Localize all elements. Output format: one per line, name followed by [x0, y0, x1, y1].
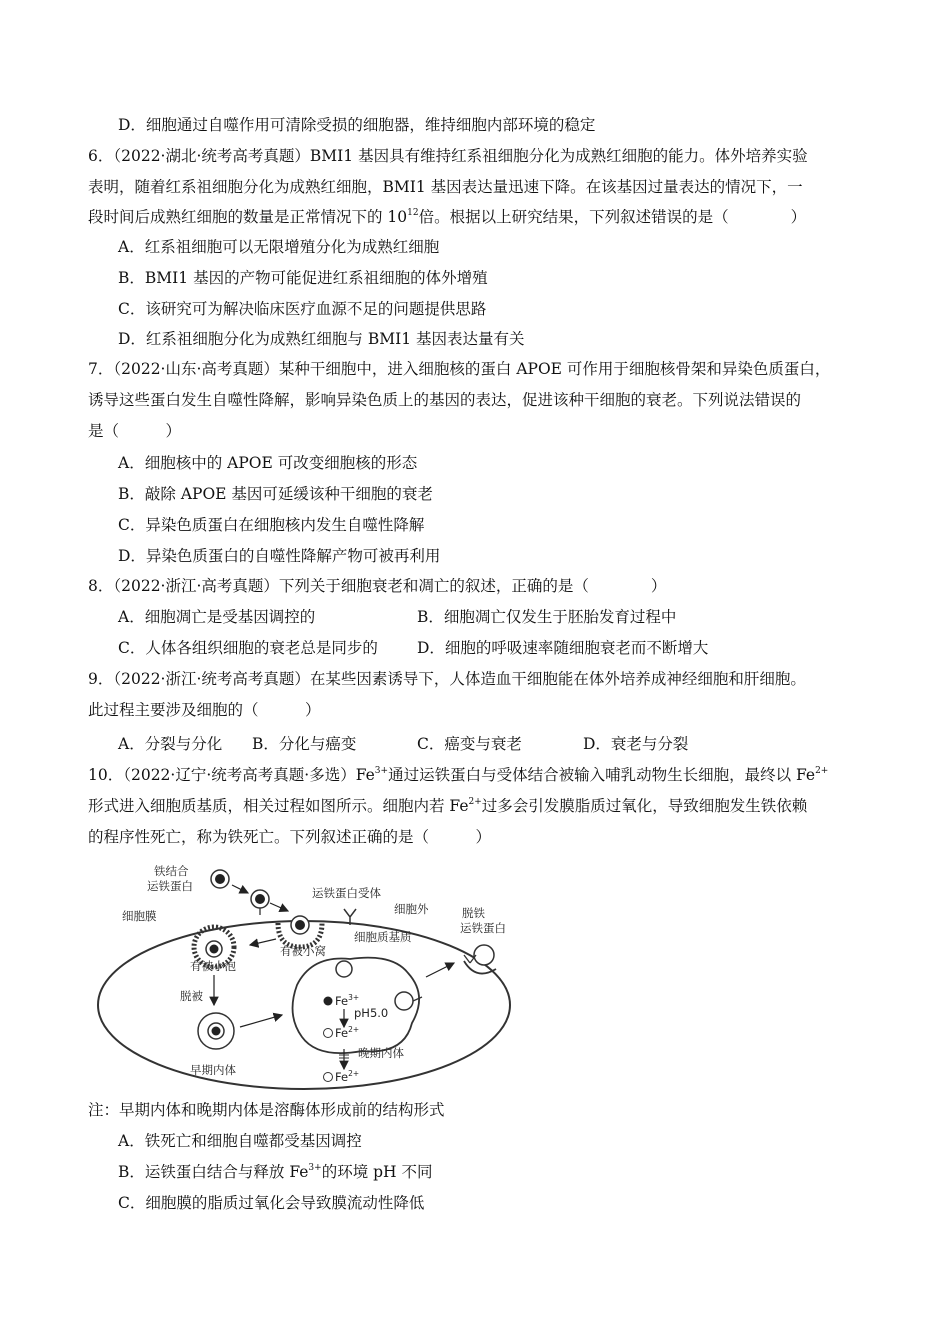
q7-option-d: D．异染色质蛋白的自噬性降解产物可被再利用 [118, 547, 441, 565]
label-vesicle: 有被小泡 [190, 959, 236, 973]
late-fe2-dot [324, 1029, 333, 1038]
label-membrane: 细胞膜 [122, 909, 157, 923]
q8-option-a: A．细胞凋亡是受基因调控的 [118, 608, 316, 626]
transferrin-2-iron [255, 894, 265, 904]
q6-option-a: A．红系祖细胞可以无限增殖分化为成熟红细胞 [118, 238, 440, 256]
arrow-3 [250, 939, 276, 945]
late-fe2-label: $Fe^{2+}$ [335, 1025, 360, 1040]
q6-stem-text: 段时间后成熟红细胞的数量是正常情况下的 10 [88, 208, 408, 226]
late-fe3-dot [324, 997, 333, 1006]
q9-stem-line1: 9．（2022·浙江·统考高考真题）在某些因素诱导下，人体造血干细胞能在体外培养成神经细胞和肝细胞。 [88, 670, 806, 688]
label-early: 早期内体 [190, 1063, 236, 1077]
cytosol-fe2-label: $Fe^{2+}$ [335, 1069, 360, 1084]
q8-option-b: B．细胞凋亡仅发生于胚胎发育过程中 [417, 608, 677, 626]
q6-option-b: B．BMI1 基因的产物可能促进红系祖细胞的体外增殖 [118, 269, 488, 287]
label-outside: 细胞外 [394, 902, 429, 916]
pit-transferrin-iron [295, 920, 305, 930]
exit-stalk [413, 997, 422, 1001]
q5-option-d: D．细胞通过自噬作用可清除受损的细胞器，维持细胞内部环境的稳定 [118, 116, 596, 134]
label-uncoat: 脱被 [180, 989, 203, 1003]
q7-stem-line2: 诱导这些蛋白发生自噬性降解，影响异染色质上的基因的表达，促进该种干细胞的衰老。下列说法错误的 [88, 391, 802, 409]
apo-transferrin [474, 945, 494, 965]
q9-option-c: C．癌变与衰老 [417, 735, 522, 753]
cytosol-fe2-dot [324, 1073, 333, 1082]
q7-stem-line1: 7．（2022·山东·高考真题）某种干细胞中，进入细胞核的蛋白 APOE 可作用于细胞核骨架和异染色质蛋白， [88, 360, 831, 378]
q6-option-c: C．该研究可为解决临床医疗血源不足的问题提供思路 [118, 300, 487, 318]
q10-text-b: 通过运铁蛋白与受体结合被输入哺乳动物生长细胞，最终以 Fe [388, 766, 816, 784]
arrow-5 [240, 1015, 282, 1027]
q10-option-a: A．铁死亡和细胞自噬都受基因调控 [118, 1132, 362, 1150]
label-receptor: 运铁蛋白受体 [312, 886, 381, 900]
q8-option-d: D．细胞的呼吸速率随细胞衰老而不断增大 [417, 639, 709, 657]
q6-stem-line2: 表明，随着红系祖细胞分化为成熟红细胞，BMI1 基因表达量迅速下降。在该基因过量表达的情况下，一 [88, 178, 803, 196]
q10-sup-1: 3+ [374, 766, 389, 776]
q10-option-b-text: B．运铁蛋白结合与释放 Fe [118, 1163, 309, 1181]
arrow-2 [270, 903, 288, 911]
q10-note: 注：早期内体和晚期内体是溶酶体形成前的结构形式 [88, 1101, 445, 1119]
label-late: 晚期内体 [358, 1046, 404, 1060]
arrow-1 [232, 885, 248, 893]
q10-option-b-sup: 3+ [308, 1163, 322, 1173]
q6-stem-line3 [88, 206, 806, 228]
q10-text-d: 过多会引发膜脂质过氧化，导致细胞发生铁依赖 [481, 797, 808, 815]
q7-option-b: B．敲除 APOE 基因可延缓该种干细胞的衰老 [118, 485, 433, 503]
label-cytoplasm: 细胞质基质 [354, 930, 412, 944]
iron-uptake-diagram [92, 855, 532, 1095]
q10-stem-line2 [88, 795, 807, 817]
q7-option-c: C．异染色质蛋白在细胞核内发生自噬性降解 [118, 516, 425, 534]
exit-transferrin [395, 992, 413, 1010]
q6-option-d: D．红系祖细胞分化为成熟红细胞与 BMI1 基因表达量有关 [118, 330, 525, 348]
q9-option-b: B．分化与癌变 [252, 735, 357, 753]
q9-stem-line2: 此过程主要涉及细胞的（ ） [88, 701, 321, 719]
q6-stem-line1: 6．（2022·湖北·统考高考真题）BMI1 基因具有维持红系祖细胞分化为成熟红细胞的能力。体外培养实验 [88, 147, 808, 165]
vesicle-transferrin-iron [210, 945, 219, 954]
q9-option-a: A．分裂与分化 [118, 735, 223, 753]
q8-stem: 8．（2022·浙江·高考真题）下列关于细胞衰老和凋亡的叙述，正确的是（ ） [88, 577, 667, 595]
q6-exponent: 12 [407, 208, 419, 218]
label-pit: 有被小窝 [280, 944, 326, 958]
q10-stem-line1 [88, 764, 828, 786]
q9-option-d: D．衰老与分裂 [583, 735, 689, 753]
q7-stem-line3: 是（ ） [88, 422, 182, 440]
q6-stem-text-b: 倍。根据以上研究结果，下列叙述错误的是（ ） [418, 208, 807, 226]
transferrin-1-iron [215, 874, 225, 884]
q10-stem-line3: 的程序性死亡，称为铁死亡。下列叙述正确的是（ ） [88, 828, 492, 846]
q10-option-b [118, 1161, 432, 1183]
q8-option-c: C．人体各组织细胞的衰老总是同步的 [118, 639, 378, 657]
label-apo-2: 运铁蛋白 [460, 921, 506, 935]
label-apo-1: 脱铁 [462, 906, 485, 920]
late-transferrin [336, 961, 352, 977]
label-iron-transferrin-2: 运铁蛋白 [147, 879, 193, 893]
label-iron-transferrin-1: 铁结合 [154, 864, 189, 878]
late-fe3-label: $Fe^{3+}$ [335, 993, 360, 1008]
early-endosome-iron [212, 1027, 221, 1036]
q7-option-a: A．细胞核中的 APOE 可改变细胞核的形态 [118, 454, 418, 472]
q10-sup-3: 2+ [468, 797, 482, 807]
q10-text-a: 10．（2022·辽宁·统考高考真题·多选）Fe [88, 766, 375, 784]
q10-text-c: 形式进入细胞质基质，相关过程如图所示。细胞内若 Fe [88, 797, 469, 815]
q10-option-b-text-2: 的环境 pH 不同 [321, 1163, 433, 1181]
arrow-7 [426, 963, 454, 977]
label-ph: pH5.0 [354, 1006, 389, 1020]
q10-option-c: C．细胞膜的脂质过氧化会导致膜流动性降低 [118, 1194, 425, 1212]
q10-sup-2: 2+ [815, 766, 829, 776]
